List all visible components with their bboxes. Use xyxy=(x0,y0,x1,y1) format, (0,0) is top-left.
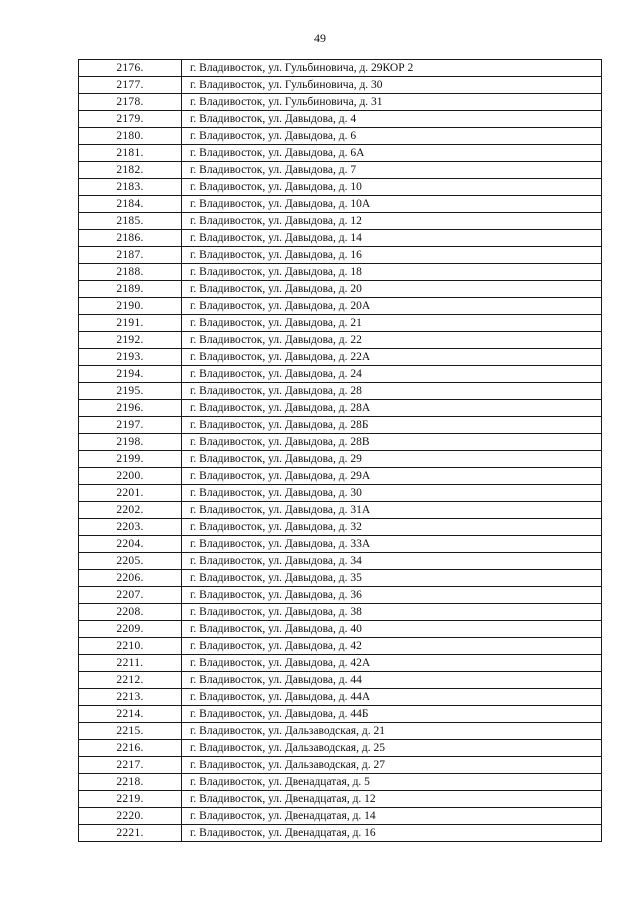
table-row xyxy=(79,315,602,332)
row-address: г. Владивосток, ул. Гульбиновича, д. 31 xyxy=(182,94,602,111)
table-row xyxy=(79,451,602,468)
row-address: г. Владивосток, ул. Давыдова, д. 24 xyxy=(182,366,602,383)
row-address: г. Владивосток, ул. Гульбиновича, д. 30 xyxy=(182,77,602,94)
row-number: 2179. xyxy=(79,111,182,128)
table-row xyxy=(79,553,602,570)
address-table xyxy=(78,59,602,842)
row-address: г. Владивосток, ул. Давыдова, д. 28 xyxy=(182,383,602,400)
row-number: 2218. xyxy=(79,774,182,791)
table-row xyxy=(79,570,602,587)
table-row xyxy=(79,434,602,451)
row-number: 2181. xyxy=(79,145,182,162)
row-number: 2200. xyxy=(79,468,182,485)
row-address: г. Владивосток, ул. Давыдова, д. 28В xyxy=(182,434,602,451)
row-address: г. Владивосток, ул. Двенадцатая, д. 5 xyxy=(182,774,602,791)
table-row xyxy=(79,298,602,315)
table-row xyxy=(79,774,602,791)
table-row xyxy=(79,519,602,536)
table-row xyxy=(79,162,602,179)
row-number: 2216. xyxy=(79,740,182,757)
row-number: 2191. xyxy=(79,315,182,332)
row-number: 2182. xyxy=(79,162,182,179)
table-row xyxy=(79,366,602,383)
row-number: 2186. xyxy=(79,230,182,247)
row-number: 2190. xyxy=(79,298,182,315)
row-address: г. Владивосток, ул. Давыдова, д. 12 xyxy=(182,213,602,230)
row-address: г. Владивосток, ул. Давыдова, д. 20 xyxy=(182,281,602,298)
row-number: 2202. xyxy=(79,502,182,519)
row-number: 2176. xyxy=(79,60,182,77)
row-address: г. Владивосток, ул. Гульбиновича, д. 29КОР 2 xyxy=(182,60,602,77)
row-number: 2178. xyxy=(79,94,182,111)
row-number: 2221. xyxy=(79,825,182,842)
row-number: 2188. xyxy=(79,264,182,281)
row-number: 2205. xyxy=(79,553,182,570)
table-row xyxy=(79,383,602,400)
row-address: г. Владивосток, ул. Давыдова, д. 36 xyxy=(182,587,602,604)
row-address: г. Владивосток, ул. Давыдова, д. 31А xyxy=(182,502,602,519)
table-row xyxy=(79,213,602,230)
row-number: 2209. xyxy=(79,621,182,638)
row-address: г. Владивосток, ул. Давыдова, д. 21 xyxy=(182,315,602,332)
row-address: г. Владивосток, ул. Дальзаводская, д. 25 xyxy=(182,740,602,757)
row-address: г. Владивосток, ул. Двенадцатая, д. 16 xyxy=(182,825,602,842)
table-row xyxy=(79,638,602,655)
row-address: г. Владивосток, ул. Давыдова, д. 42 xyxy=(182,638,602,655)
row-number: 2220. xyxy=(79,808,182,825)
table-row xyxy=(79,536,602,553)
table-row xyxy=(79,196,602,213)
table-row xyxy=(79,349,602,366)
row-number: 2206. xyxy=(79,570,182,587)
row-number: 2214. xyxy=(79,706,182,723)
row-number: 2213. xyxy=(79,689,182,706)
row-number: 2192. xyxy=(79,332,182,349)
row-address: г. Владивосток, ул. Давыдова, д. 28Б xyxy=(182,417,602,434)
row-address: г. Владивосток, ул. Давыдова, д. 6А xyxy=(182,145,602,162)
row-address: г. Владивосток, ул. Дальзаводская, д. 27 xyxy=(182,757,602,774)
row-address: г. Владивосток, ул. Давыдова, д. 16 xyxy=(182,247,602,264)
row-number: 2184. xyxy=(79,196,182,213)
table-row xyxy=(79,655,602,672)
row-address: г. Владивосток, ул. Двенадцатая, д. 14 xyxy=(182,808,602,825)
row-address: г. Владивосток, ул. Давыдова, д. 29А xyxy=(182,468,602,485)
row-address: г. Владивосток, ул. Давыдова, д. 6 xyxy=(182,128,602,145)
row-number: 2203. xyxy=(79,519,182,536)
row-number: 2185. xyxy=(79,213,182,230)
row-number: 2215. xyxy=(79,723,182,740)
row-address: г. Владивосток, ул. Давыдова, д. 38 xyxy=(182,604,602,621)
row-address: г. Владивосток, ул. Давыдова, д. 44Б xyxy=(182,706,602,723)
row-number: 2180. xyxy=(79,128,182,145)
table-row xyxy=(79,672,602,689)
row-number: 2194. xyxy=(79,366,182,383)
table-row xyxy=(79,400,602,417)
address-table-body xyxy=(79,60,602,842)
table-row xyxy=(79,485,602,502)
row-address: г. Владивосток, ул. Давыдова, д. 44А xyxy=(182,689,602,706)
table-row xyxy=(79,621,602,638)
table-row xyxy=(79,723,602,740)
table-row xyxy=(79,60,602,77)
row-number: 2217. xyxy=(79,757,182,774)
row-address: г. Владивосток, ул. Двенадцатая, д. 12 xyxy=(182,791,602,808)
row-number: 2183. xyxy=(79,179,182,196)
row-number: 2189. xyxy=(79,281,182,298)
row-address: г. Владивосток, ул. Давыдова, д. 4 xyxy=(182,111,602,128)
table-row xyxy=(79,417,602,434)
table-row xyxy=(79,128,602,145)
row-number: 2208. xyxy=(79,604,182,621)
row-address: г. Владивосток, ул. Давыдова, д. 28А xyxy=(182,400,602,417)
page-number: 49 xyxy=(314,31,326,45)
row-address: г. Владивосток, ул. Давыдова, д. 22А xyxy=(182,349,602,366)
row-number: 2187. xyxy=(79,247,182,264)
row-address: г. Владивосток, ул. Давыдова, д. 29 xyxy=(182,451,602,468)
row-number: 2204. xyxy=(79,536,182,553)
row-address: г. Владивосток, ул. Давыдова, д. 42А xyxy=(182,655,602,672)
row-number: 2207. xyxy=(79,587,182,604)
row-number: 2212. xyxy=(79,672,182,689)
row-number: 2198. xyxy=(79,434,182,451)
row-address: г. Владивосток, ул. Дальзаводская, д. 21 xyxy=(182,723,602,740)
row-address: г. Владивосток, ул. Давыдова, д. 35 xyxy=(182,570,602,587)
row-address: г. Владивосток, ул. Давыдова, д. 10А xyxy=(182,196,602,213)
table-row xyxy=(79,689,602,706)
table-row xyxy=(79,706,602,723)
row-address: г. Владивосток, ул. Давыдова, д. 33А xyxy=(182,536,602,553)
table-row xyxy=(79,145,602,162)
row-address: г. Владивосток, ул. Давыдова, д. 20А xyxy=(182,298,602,315)
table-row xyxy=(79,111,602,128)
table-row xyxy=(79,502,602,519)
row-number: 2211. xyxy=(79,655,182,672)
row-address: г. Владивосток, ул. Давыдова, д. 32 xyxy=(182,519,602,536)
row-address: г. Владивосток, ул. Давыдова, д. 40 xyxy=(182,621,602,638)
row-address: г. Владивосток, ул. Давыдова, д. 7 xyxy=(182,162,602,179)
row-address: г. Владивосток, ул. Давыдова, д. 30 xyxy=(182,485,602,502)
table-row xyxy=(79,94,602,111)
row-number: 2177. xyxy=(79,77,182,94)
table-row xyxy=(79,604,602,621)
table-row xyxy=(79,281,602,298)
row-number: 2199. xyxy=(79,451,182,468)
table-row xyxy=(79,230,602,247)
table-row xyxy=(79,587,602,604)
row-number: 2195. xyxy=(79,383,182,400)
table-row xyxy=(79,757,602,774)
table-row xyxy=(79,179,602,196)
row-number: 2201. xyxy=(79,485,182,502)
row-number: 2197. xyxy=(79,417,182,434)
table-row xyxy=(79,264,602,281)
table-row xyxy=(79,247,602,264)
row-address: г. Владивосток, ул. Давыдова, д. 14 xyxy=(182,230,602,247)
row-number: 2193. xyxy=(79,349,182,366)
row-number: 2196. xyxy=(79,400,182,417)
table-row xyxy=(79,825,602,842)
row-address: г. Владивосток, ул. Давыдова, д. 10 xyxy=(182,179,602,196)
table-row xyxy=(79,740,602,757)
table-row xyxy=(79,468,602,485)
table-row xyxy=(79,332,602,349)
row-address: г. Владивосток, ул. Давыдова, д. 34 xyxy=(182,553,602,570)
row-address: г. Владивосток, ул. Давыдова, д. 22 xyxy=(182,332,602,349)
row-address: г. Владивосток, ул. Давыдова, д. 18 xyxy=(182,264,602,281)
row-number: 2210. xyxy=(79,638,182,655)
table-row xyxy=(79,808,602,825)
table-row xyxy=(79,791,602,808)
row-address: г. Владивосток, ул. Давыдова, д. 44 xyxy=(182,672,602,689)
table-row xyxy=(79,77,602,94)
row-number: 2219. xyxy=(79,791,182,808)
